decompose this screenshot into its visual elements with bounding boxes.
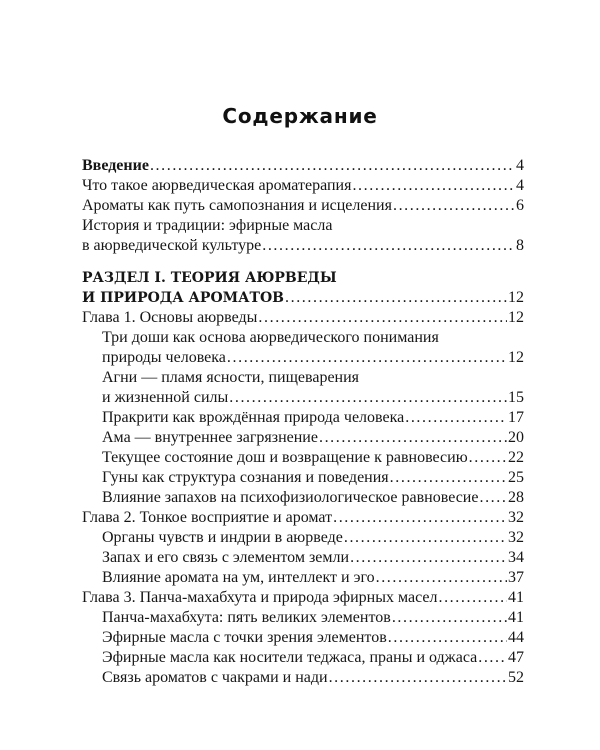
section-title-line1: РАЗДЕЛ I. ТЕОРИЯ АЮРВЕДЫ: [82, 270, 337, 286]
toc-page-number: 52: [508, 669, 524, 686]
dot-leader: [388, 628, 507, 648]
toc-entry-introduction: [82, 156, 524, 176]
toc-page-number: 17: [508, 409, 524, 426]
toc-entry: [82, 528, 524, 548]
toc-entry-label: Ама — внутреннее загрязнение: [102, 429, 318, 446]
toc-page-number: 47: [508, 649, 524, 666]
toc-page-number: 37: [508, 569, 524, 586]
toc-entry-line1: [82, 216, 524, 236]
toc-page-number: 20: [508, 429, 524, 446]
dot-leader: [319, 428, 507, 448]
dot-leader: [350, 548, 507, 568]
toc-page-number: 25: [508, 469, 524, 486]
toc-page-number: 12: [508, 349, 524, 366]
toc-entry-label: Ароматы как путь самопознания и исцеления: [82, 197, 392, 214]
toc-page-number: 4: [516, 177, 524, 194]
toc-entry: [82, 448, 524, 468]
dot-leader: [376, 568, 507, 588]
toc-page-number: 44: [508, 629, 524, 646]
toc-entry: [82, 668, 524, 688]
toc-page-number: 12: [508, 309, 524, 326]
toc-entry-line1: [82, 368, 524, 388]
dot-leader: [469, 448, 507, 468]
toc-page-number: 4: [516, 157, 524, 174]
toc-entry-label: Три доши как основа аюрведического понимания: [102, 329, 439, 346]
toc-entry-label: Гуны как структура сознания и поведения: [102, 469, 389, 486]
dot-leader: [285, 288, 507, 308]
toc-page-number: 41: [508, 589, 524, 606]
toc-page-number: 32: [508, 529, 524, 546]
toc-entry-label: Влияние аромата на ум, интеллект и эго: [102, 569, 375, 586]
dot-leader: [229, 388, 507, 408]
toc-entry: [82, 468, 524, 488]
section-title-line2: И ПРИРОДА АРОМАТОВ: [82, 290, 284, 306]
toc-entry-label: История и традиции: эфирные масла: [82, 217, 333, 234]
dot-leader: [227, 348, 507, 368]
toc-entry-label: Влияние запахов на психофизиологическое равновесие: [102, 489, 479, 506]
toc-page-number: 28: [508, 489, 524, 506]
dot-leader: [258, 308, 507, 328]
toc-chapter-3: [82, 588, 524, 608]
dot-leader: [344, 528, 507, 548]
table-of-contents: [82, 156, 524, 688]
toc-entry: [82, 236, 524, 256]
toc-entry-label: Эфирные масла с точки зрения элементов: [102, 629, 387, 646]
dot-leader: [479, 488, 507, 508]
dot-leader: [390, 468, 507, 488]
dot-leader: [352, 176, 515, 196]
toc-entry-label: Текущее состояние дош и возвращение к равновесию: [102, 449, 468, 466]
toc-page-number: 22: [508, 449, 524, 466]
toc-entry: [82, 548, 524, 568]
dot-leader: [329, 668, 507, 688]
toc-chapter-1: [82, 308, 524, 328]
dot-leader: [393, 196, 515, 216]
chapter-title: Глава 1. Основы аюрведы: [82, 309, 258, 326]
section-spacer: [82, 256, 524, 268]
toc-entry-line1: [82, 328, 524, 348]
toc-page-number: 15: [508, 389, 524, 406]
toc-entry-label: Связь ароматов с чакрами и нади: [102, 669, 328, 686]
chapter-title: Глава 3. Панча-махабхута и природа эфирных масел: [82, 589, 438, 606]
toc-entry: [82, 388, 524, 408]
toc-entry: [82, 488, 524, 508]
toc-entry-label: и жизненной силы: [102, 389, 229, 406]
toc-entry: [82, 628, 524, 648]
toc-entry-label: Панча-махабхута: пять великих элементов: [102, 609, 391, 626]
toc-page-number: 8: [516, 237, 524, 254]
toc-entry-label: Агни — пламя ясности, пищеварения: [102, 369, 360, 386]
dot-leader: [333, 508, 507, 528]
toc-entry: [82, 408, 524, 428]
dot-leader: [392, 608, 507, 628]
toc-entry: [82, 568, 524, 588]
dot-leader: [478, 648, 507, 668]
toc-page-number: 12: [508, 289, 524, 306]
chapter-title: Глава 2. Тонкое восприятие и аромат: [82, 509, 333, 526]
dot-leader: [438, 588, 507, 608]
toc-section-heading: [82, 268, 524, 288]
dot-leader: [150, 156, 515, 176]
toc-entry-label: Что такое аюрведическая ароматерапия: [82, 177, 352, 194]
dot-leader: [405, 408, 507, 428]
toc-entry-label: Пракрити как врождённая природа человека: [102, 409, 405, 426]
toc-entry-label: Запах и его связь с элементом земли: [102, 549, 350, 566]
toc-entry: [82, 608, 524, 628]
toc-chapter-2: [82, 508, 524, 528]
toc-page-number: 34: [508, 549, 524, 566]
toc-entry-label: Органы чувств и индрии в аюрведе: [102, 529, 343, 546]
toc-entry: [82, 196, 524, 216]
toc-entry: [82, 428, 524, 448]
toc-entry: [82, 348, 524, 368]
toc-page-number: 32: [508, 509, 524, 526]
toc-section-entry: [82, 288, 524, 308]
toc-entry: [82, 648, 524, 668]
toc-page-number: 6: [516, 197, 524, 214]
toc-entry-label: в аюрведической культуре: [82, 237, 262, 254]
dot-leader: [262, 236, 515, 256]
page-title: Содержание: [222, 104, 378, 128]
toc-entry-label: природы человека: [102, 349, 226, 366]
toc-entry-label: Эфирные масла как носители теджаса, праны и оджаса: [102, 649, 478, 666]
toc-page-number: 41: [508, 609, 524, 626]
toc-entry-label: Введение: [82, 157, 149, 174]
toc-entry: [82, 176, 524, 196]
